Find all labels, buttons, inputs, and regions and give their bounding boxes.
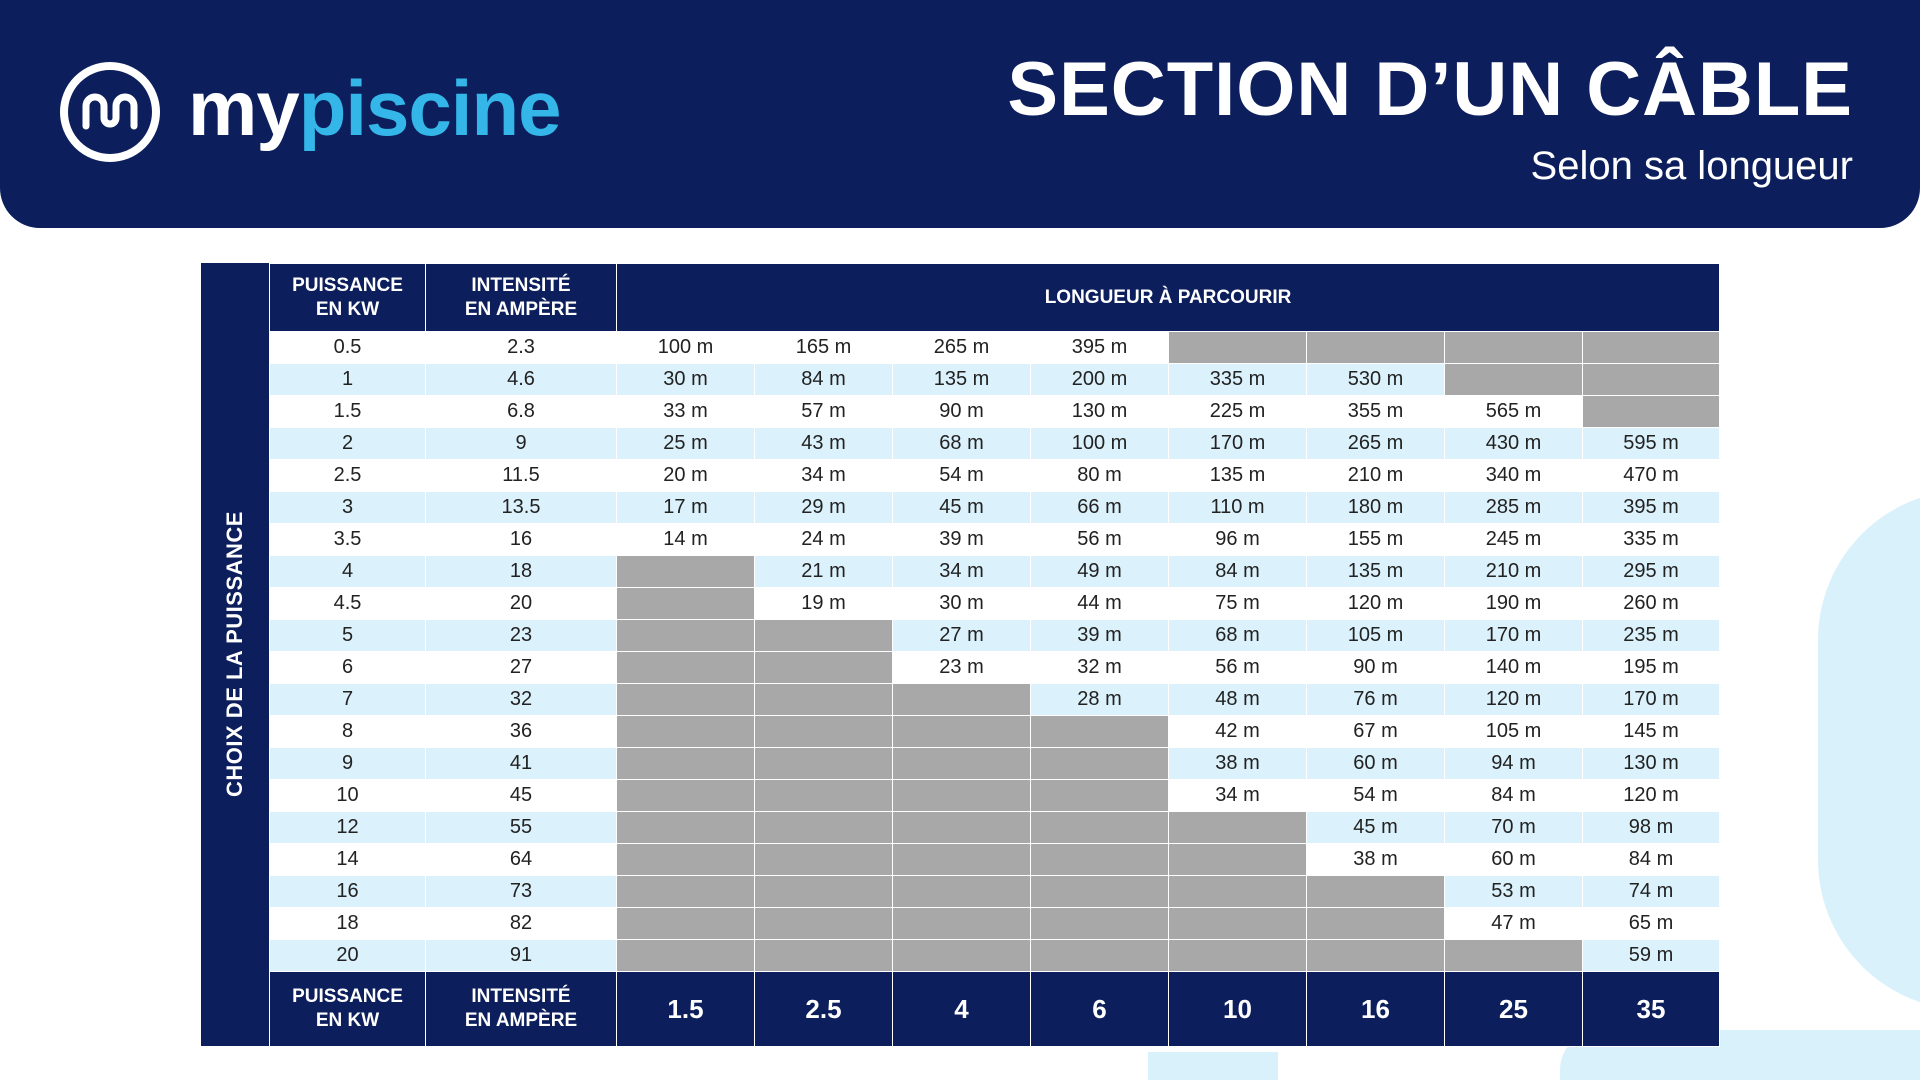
length-cell: 70 m bbox=[1445, 812, 1583, 844]
table-row bbox=[270, 556, 1720, 588]
length-cell: 25 m bbox=[617, 428, 755, 460]
length-cell: 60 m bbox=[1445, 844, 1583, 876]
length-cell: 170 m bbox=[1169, 428, 1307, 460]
power-cell: 12 bbox=[270, 812, 426, 844]
length-cell: 38 m bbox=[1307, 844, 1445, 876]
length-cell: 430 m bbox=[1445, 428, 1583, 460]
unavailable-cell bbox=[1583, 332, 1720, 364]
length-cell: 47 m bbox=[1445, 908, 1583, 940]
length-cell: 135 m bbox=[893, 364, 1031, 396]
length-cell: 565 m bbox=[1445, 396, 1583, 428]
length-cell: 195 m bbox=[1583, 652, 1720, 684]
unavailable-cell bbox=[1031, 940, 1169, 972]
length-cell: 94 m bbox=[1445, 748, 1583, 780]
unavailable-cell bbox=[1031, 876, 1169, 908]
power-cell: 10 bbox=[270, 780, 426, 812]
table-row bbox=[270, 812, 1720, 844]
length-cell: 335 m bbox=[1169, 364, 1307, 396]
length-cell: 84 m bbox=[755, 364, 893, 396]
length-cell: 355 m bbox=[1307, 396, 1445, 428]
current-cell: 64 bbox=[426, 844, 617, 876]
unavailable-cell bbox=[893, 844, 1031, 876]
table-row bbox=[270, 620, 1720, 652]
unavailable-cell bbox=[1031, 908, 1169, 940]
current-cell: 4.6 bbox=[426, 364, 617, 396]
length-cell: 260 m bbox=[1583, 588, 1720, 620]
header-power bbox=[270, 264, 426, 332]
table-row bbox=[270, 652, 1720, 684]
current-cell: 82 bbox=[426, 908, 617, 940]
header-power-line2: EN KW bbox=[315, 298, 380, 320]
length-cell: 395 m bbox=[1583, 492, 1720, 524]
unavailable-cell bbox=[1169, 876, 1307, 908]
length-cell: 265 m bbox=[893, 332, 1031, 364]
length-cell: 74 m bbox=[1583, 876, 1720, 908]
unavailable-cell bbox=[1307, 876, 1445, 908]
unavailable-cell bbox=[1583, 396, 1720, 428]
section-value: 4 bbox=[893, 972, 1031, 1047]
length-cell: 295 m bbox=[1583, 556, 1720, 588]
header-power-line1: PUISSANCE bbox=[292, 274, 403, 296]
length-cell: 43 m bbox=[755, 428, 893, 460]
length-cell: 120 m bbox=[1445, 684, 1583, 716]
length-cell: 14 m bbox=[617, 524, 755, 556]
length-cell: 235 m bbox=[1583, 620, 1720, 652]
table-footer-row bbox=[270, 972, 1720, 1047]
current-cell: 13.5 bbox=[426, 492, 617, 524]
unavailable-cell bbox=[1445, 364, 1583, 396]
length-cell: 45 m bbox=[1307, 812, 1445, 844]
table-row bbox=[270, 588, 1720, 620]
table-row bbox=[270, 844, 1720, 876]
length-cell: 84 m bbox=[1445, 780, 1583, 812]
section-value: 10 bbox=[1169, 972, 1307, 1047]
unavailable-cell bbox=[1307, 940, 1445, 972]
length-cell: 39 m bbox=[1031, 620, 1169, 652]
length-cell: 54 m bbox=[893, 460, 1031, 492]
length-cell: 19 m bbox=[755, 588, 893, 620]
decorative-shape bbox=[1148, 1052, 1278, 1080]
logo-piscine: piscine bbox=[298, 64, 561, 152]
current-cell: 27 bbox=[426, 652, 617, 684]
unavailable-cell bbox=[617, 556, 755, 588]
section-value: 1.5 bbox=[617, 972, 755, 1047]
table-row bbox=[270, 524, 1720, 556]
power-cell: 20 bbox=[270, 940, 426, 972]
current-cell: 91 bbox=[426, 940, 617, 972]
length-cell: 145 m bbox=[1583, 716, 1720, 748]
length-cell: 24 m bbox=[755, 524, 893, 556]
unavailable-cell bbox=[1031, 844, 1169, 876]
current-cell: 41 bbox=[426, 748, 617, 780]
section-value: 16 bbox=[1307, 972, 1445, 1047]
power-cell: 7 bbox=[270, 684, 426, 716]
power-cell: 8 bbox=[270, 716, 426, 748]
current-cell: 36 bbox=[426, 716, 617, 748]
current-cell: 9 bbox=[426, 428, 617, 460]
unavailable-cell bbox=[755, 876, 893, 908]
length-cell: 20 m bbox=[617, 460, 755, 492]
unavailable-cell bbox=[617, 588, 755, 620]
length-cell: 135 m bbox=[1307, 556, 1445, 588]
table-row bbox=[270, 492, 1720, 524]
length-cell: 42 m bbox=[1169, 716, 1307, 748]
length-cell: 190 m bbox=[1445, 588, 1583, 620]
table-row bbox=[270, 940, 1720, 972]
current-cell: 32 bbox=[426, 684, 617, 716]
table-row bbox=[270, 716, 1720, 748]
length-cell: 29 m bbox=[755, 492, 893, 524]
length-cell: 130 m bbox=[1583, 748, 1720, 780]
unavailable-cell bbox=[755, 844, 893, 876]
unavailable-cell bbox=[617, 940, 755, 972]
page-subtitle: Selon sa longueur bbox=[1530, 144, 1853, 188]
length-cell: 32 m bbox=[1031, 652, 1169, 684]
length-cell: 27 m bbox=[893, 620, 1031, 652]
unavailable-cell bbox=[617, 844, 755, 876]
length-cell: 100 m bbox=[617, 332, 755, 364]
section-value: 25 bbox=[1445, 972, 1583, 1047]
length-cell: 155 m bbox=[1307, 524, 1445, 556]
length-cell: 180 m bbox=[1307, 492, 1445, 524]
unavailable-cell bbox=[893, 748, 1031, 780]
unavailable-cell bbox=[1169, 940, 1307, 972]
length-cell: 68 m bbox=[893, 428, 1031, 460]
unavailable-cell bbox=[617, 780, 755, 812]
unavailable-cell bbox=[755, 940, 893, 972]
length-cell: 28 m bbox=[1031, 684, 1169, 716]
length-cell: 140 m bbox=[1445, 652, 1583, 684]
logo-my: my bbox=[188, 64, 299, 152]
table-header-row bbox=[270, 264, 1720, 332]
length-cell: 84 m bbox=[1583, 844, 1720, 876]
power-cell: 18 bbox=[270, 908, 426, 940]
table-row bbox=[270, 428, 1720, 460]
length-cell: 210 m bbox=[1307, 460, 1445, 492]
unavailable-cell bbox=[617, 812, 755, 844]
length-cell: 45 m bbox=[893, 492, 1031, 524]
length-cell: 66 m bbox=[1031, 492, 1169, 524]
table-row bbox=[270, 364, 1720, 396]
side-header bbox=[201, 263, 269, 1046]
power-cell: 1.5 bbox=[270, 396, 426, 428]
length-cell: 595 m bbox=[1583, 428, 1720, 460]
footer-current bbox=[426, 972, 617, 1047]
length-cell: 80 m bbox=[1031, 460, 1169, 492]
table-body bbox=[270, 332, 1720, 972]
length-cell: 340 m bbox=[1445, 460, 1583, 492]
table-row bbox=[270, 684, 1720, 716]
length-cell: 210 m bbox=[1445, 556, 1583, 588]
current-cell: 55 bbox=[426, 812, 617, 844]
length-cell: 98 m bbox=[1583, 812, 1720, 844]
current-cell: 6.8 bbox=[426, 396, 617, 428]
table-row bbox=[270, 780, 1720, 812]
footer-power-line1: PUISSANCE bbox=[292, 986, 403, 1007]
length-cell: 530 m bbox=[1307, 364, 1445, 396]
length-cell: 56 m bbox=[1169, 652, 1307, 684]
unavailable-cell bbox=[893, 684, 1031, 716]
table-row bbox=[270, 460, 1720, 492]
unavailable-cell bbox=[617, 748, 755, 780]
power-cell: 3 bbox=[270, 492, 426, 524]
length-cell: 65 m bbox=[1583, 908, 1720, 940]
unavailable-cell bbox=[1307, 908, 1445, 940]
unavailable-cell bbox=[755, 812, 893, 844]
length-cell: 54 m bbox=[1307, 780, 1445, 812]
unavailable-cell bbox=[1583, 364, 1720, 396]
current-cell: 73 bbox=[426, 876, 617, 908]
section-value: 2.5 bbox=[755, 972, 893, 1047]
current-cell: 16 bbox=[426, 524, 617, 556]
length-cell: 105 m bbox=[1445, 716, 1583, 748]
unavailable-cell bbox=[893, 908, 1031, 940]
logo-wordmark bbox=[188, 60, 561, 156]
length-cell: 165 m bbox=[755, 332, 893, 364]
power-cell: 0.5 bbox=[270, 332, 426, 364]
length-cell: 34 m bbox=[893, 556, 1031, 588]
unavailable-cell bbox=[893, 716, 1031, 748]
power-cell: 1 bbox=[270, 364, 426, 396]
power-cell: 4.5 bbox=[270, 588, 426, 620]
length-cell: 84 m bbox=[1169, 556, 1307, 588]
length-cell: 135 m bbox=[1169, 460, 1307, 492]
section-value: 6 bbox=[1031, 972, 1169, 1047]
unavailable-cell bbox=[1169, 844, 1307, 876]
length-cell: 335 m bbox=[1583, 524, 1720, 556]
length-cell: 130 m bbox=[1031, 396, 1169, 428]
unavailable-cell bbox=[1031, 748, 1169, 780]
page-title: SECTION D’UN CÂBLE bbox=[1007, 47, 1853, 132]
unavailable-cell bbox=[1031, 716, 1169, 748]
unavailable-cell bbox=[1169, 332, 1307, 364]
length-cell: 96 m bbox=[1169, 524, 1307, 556]
length-cell: 76 m bbox=[1307, 684, 1445, 716]
length-cell: 34 m bbox=[1169, 780, 1307, 812]
length-cell: 90 m bbox=[893, 396, 1031, 428]
unavailable-cell bbox=[755, 684, 893, 716]
unavailable-cell bbox=[893, 876, 1031, 908]
unavailable-cell bbox=[1445, 332, 1583, 364]
footer-power bbox=[270, 972, 426, 1047]
current-cell: 45 bbox=[426, 780, 617, 812]
unavailable-cell bbox=[617, 620, 755, 652]
footer-current-line1: INTENSITÉ bbox=[471, 986, 571, 1007]
table-row bbox=[270, 332, 1720, 364]
length-cell: 225 m bbox=[1169, 396, 1307, 428]
length-cell: 67 m bbox=[1307, 716, 1445, 748]
length-cell: 30 m bbox=[617, 364, 755, 396]
length-cell: 59 m bbox=[1583, 940, 1720, 972]
current-cell: 20 bbox=[426, 588, 617, 620]
unavailable-cell bbox=[617, 876, 755, 908]
header-current bbox=[426, 264, 617, 332]
length-cell: 23 m bbox=[893, 652, 1031, 684]
unavailable-cell bbox=[1031, 780, 1169, 812]
table-row bbox=[270, 876, 1720, 908]
length-cell: 21 m bbox=[755, 556, 893, 588]
unavailable-cell bbox=[893, 812, 1031, 844]
power-cell: 14 bbox=[270, 844, 426, 876]
length-cell: 75 m bbox=[1169, 588, 1307, 620]
unavailable-cell bbox=[1307, 332, 1445, 364]
length-cell: 30 m bbox=[893, 588, 1031, 620]
header-length: LONGUEUR À PARCOURIR bbox=[617, 264, 1720, 332]
current-cell: 11.5 bbox=[426, 460, 617, 492]
unavailable-cell bbox=[755, 652, 893, 684]
unavailable-cell bbox=[617, 908, 755, 940]
decorative-shape bbox=[1818, 490, 1920, 1010]
power-cell: 6 bbox=[270, 652, 426, 684]
length-cell: 57 m bbox=[755, 396, 893, 428]
length-cell: 110 m bbox=[1169, 492, 1307, 524]
power-cell: 3.5 bbox=[270, 524, 426, 556]
power-cell: 2 bbox=[270, 428, 426, 460]
length-cell: 90 m bbox=[1307, 652, 1445, 684]
length-cell: 33 m bbox=[617, 396, 755, 428]
section-value: 35 bbox=[1583, 972, 1720, 1047]
length-cell: 39 m bbox=[893, 524, 1031, 556]
unavailable-cell bbox=[755, 908, 893, 940]
table-row bbox=[270, 748, 1720, 780]
unavailable-cell bbox=[1169, 812, 1307, 844]
length-cell: 44 m bbox=[1031, 588, 1169, 620]
length-cell: 49 m bbox=[1031, 556, 1169, 588]
unavailable-cell bbox=[755, 716, 893, 748]
power-cell: 4 bbox=[270, 556, 426, 588]
length-cell: 120 m bbox=[1307, 588, 1445, 620]
mypiscine-logo-icon bbox=[58, 60, 162, 164]
unavailable-cell bbox=[617, 716, 755, 748]
length-cell: 120 m bbox=[1583, 780, 1720, 812]
cable-section-table bbox=[201, 263, 1719, 1046]
header-current-line1: INTENSITÉ bbox=[471, 274, 571, 296]
length-cell: 53 m bbox=[1445, 876, 1583, 908]
length-cell: 100 m bbox=[1031, 428, 1169, 460]
length-cell: 265 m bbox=[1307, 428, 1445, 460]
length-cell: 395 m bbox=[1031, 332, 1169, 364]
table-row bbox=[270, 908, 1720, 940]
current-cell: 2.3 bbox=[426, 332, 617, 364]
footer-current-line2: EN AMPÈRE bbox=[464, 1010, 578, 1031]
length-cell: 60 m bbox=[1307, 748, 1445, 780]
length-cell: 200 m bbox=[1031, 364, 1169, 396]
unavailable-cell bbox=[755, 748, 893, 780]
unavailable-cell bbox=[1445, 940, 1583, 972]
unavailable-cell bbox=[755, 780, 893, 812]
power-cell: 9 bbox=[270, 748, 426, 780]
unavailable-cell bbox=[617, 652, 755, 684]
unavailable-cell bbox=[617, 684, 755, 716]
side-label: CHOIX DE LA PUISSANCE bbox=[222, 511, 247, 797]
header-banner bbox=[0, 0, 1920, 228]
unavailable-cell bbox=[1169, 908, 1307, 940]
length-cell: 68 m bbox=[1169, 620, 1307, 652]
footer-power-line2: EN KW bbox=[315, 1010, 380, 1031]
power-cell: 16 bbox=[270, 876, 426, 908]
unavailable-cell bbox=[1031, 812, 1169, 844]
length-cell: 285 m bbox=[1445, 492, 1583, 524]
length-cell: 17 m bbox=[617, 492, 755, 524]
length-cell: 56 m bbox=[1031, 524, 1169, 556]
current-cell: 23 bbox=[426, 620, 617, 652]
unavailable-cell bbox=[755, 620, 893, 652]
length-cell: 470 m bbox=[1583, 460, 1720, 492]
current-cell: 18 bbox=[426, 556, 617, 588]
length-cell: 48 m bbox=[1169, 684, 1307, 716]
length-cell: 34 m bbox=[755, 460, 893, 492]
length-cell: 245 m bbox=[1445, 524, 1583, 556]
length-cell: 38 m bbox=[1169, 748, 1307, 780]
length-cell: 170 m bbox=[1445, 620, 1583, 652]
table-grid bbox=[269, 263, 1720, 1047]
power-cell: 2.5 bbox=[270, 460, 426, 492]
length-cell: 105 m bbox=[1307, 620, 1445, 652]
unavailable-cell bbox=[893, 780, 1031, 812]
length-cell: 170 m bbox=[1583, 684, 1720, 716]
table-row bbox=[270, 396, 1720, 428]
header-current-line2: EN AMPÈRE bbox=[464, 298, 578, 320]
unavailable-cell bbox=[893, 940, 1031, 972]
power-cell: 5 bbox=[270, 620, 426, 652]
